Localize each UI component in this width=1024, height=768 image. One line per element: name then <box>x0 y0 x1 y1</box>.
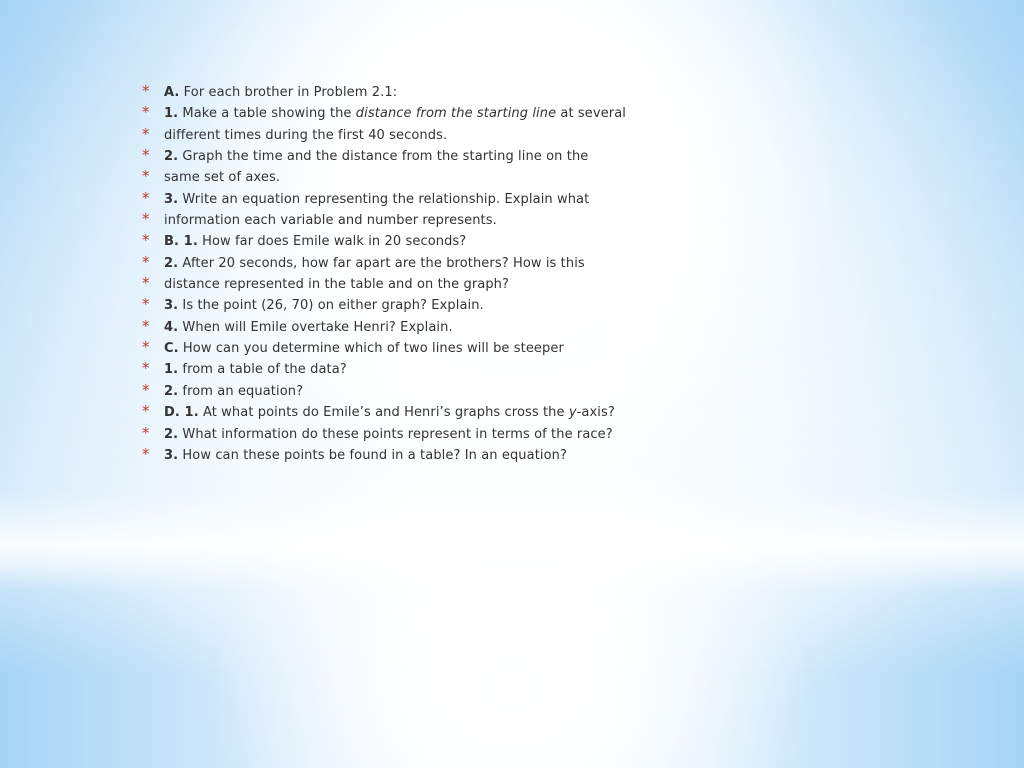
item-body: Graph the time and the distance from the starting line on the <box>178 149 589 165</box>
bullet-icon: * <box>142 274 150 293</box>
list-item <box>142 103 662 124</box>
item-label: 3. <box>164 447 179 463</box>
bullet-icon: * <box>142 82 150 100</box>
item-label: 1. <box>164 362 179 378</box>
item-label: 3. <box>164 191 179 207</box>
list-item <box>142 210 662 231</box>
list-item <box>142 295 662 316</box>
item-body: Is the point (26, 70) on either graph? Explain. <box>178 298 484 314</box>
bullet-icon: * <box>142 124 150 143</box>
bullet-icon: * <box>142 167 150 186</box>
bullet-icon: * <box>142 338 150 357</box>
list-item <box>142 424 662 445</box>
item-body: information each variable and number represents. <box>164 213 497 229</box>
item-body-after: at several <box>556 106 627 122</box>
bullet-icon: * <box>142 402 150 421</box>
item-label: 4. <box>164 319 179 335</box>
list-item <box>142 167 662 188</box>
list-item <box>142 125 662 146</box>
bullet-icon: * <box>142 146 150 165</box>
item-text <box>164 295 484 316</box>
item-body: How can you determine which of two lines will be steeper <box>178 341 564 357</box>
list-item <box>142 317 662 338</box>
bullet-icon: * <box>142 316 150 335</box>
item-emphasis: distance from the starting line <box>355 106 557 122</box>
item-body: What information do these points represent in terms of the race? <box>178 426 613 442</box>
item-text <box>164 445 567 466</box>
item-label: 2. <box>164 383 179 399</box>
bullet-icon: * <box>142 359 150 378</box>
item-label: 2. <box>164 255 179 271</box>
bullet-icon: * <box>142 444 150 463</box>
item-text <box>164 103 626 124</box>
item-body: For each brother in Problem 2.1: <box>179 85 398 100</box>
item-label: 2. <box>164 149 179 165</box>
list-item <box>142 82 662 103</box>
bullet-icon: * <box>142 252 150 271</box>
item-body: same set of axes. <box>164 170 281 186</box>
item-text <box>164 253 585 274</box>
item-label: 3. <box>164 298 179 314</box>
bullet-icon: * <box>142 295 150 314</box>
item-text <box>164 125 447 146</box>
item-body: At what points do Emile’s and Henri’s graphs cross the <box>198 405 569 421</box>
item-label: 1. <box>164 106 179 122</box>
list-item <box>142 146 662 167</box>
item-text <box>164 167 280 188</box>
item-text <box>164 424 613 445</box>
item-body: distance represented in the table and on the graph? <box>164 277 510 293</box>
item-text <box>164 274 509 295</box>
list-item <box>142 231 662 252</box>
item-text <box>164 146 588 167</box>
item-body: from a table of the data? <box>178 362 347 378</box>
list-item <box>142 253 662 274</box>
bullet-icon: * <box>142 188 150 207</box>
item-text <box>164 189 589 210</box>
item-label: A. <box>164 85 180 100</box>
item-body: How far does Emile walk in 20 seconds? <box>197 234 467 250</box>
item-text <box>164 82 397 103</box>
list-item <box>142 274 662 295</box>
item-text <box>164 402 615 423</box>
item-text <box>164 359 347 380</box>
list-item <box>142 445 662 466</box>
item-body: Make a table showing the <box>178 106 356 122</box>
bullet-icon: * <box>142 103 150 122</box>
item-label: D. 1. <box>164 405 199 421</box>
item-body: How can these points be found in a table? In an equation? <box>178 447 568 463</box>
list-item <box>142 402 662 423</box>
list-item <box>142 381 662 402</box>
bullet-icon: * <box>142 380 150 399</box>
list-item <box>142 359 662 380</box>
bullet-icon: * <box>142 423 150 442</box>
list-item <box>142 338 662 359</box>
item-label: 2. <box>164 426 179 442</box>
item-body: from an equation? <box>178 383 304 399</box>
item-text <box>164 317 453 338</box>
bullet-icon: * <box>142 210 150 229</box>
item-body: When will Emile overtake Henri? Explain. <box>178 319 453 335</box>
item-label: C. <box>164 341 179 357</box>
item-text <box>164 210 497 231</box>
bullet-list <box>142 82 662 466</box>
item-label: B. 1. <box>164 234 198 250</box>
item-emphasis: y <box>568 405 577 421</box>
item-body: After 20 seconds, how far apart are the brothers? How is this <box>178 255 585 271</box>
item-body: different times during the first 40 seconds. <box>164 127 448 143</box>
item-text <box>164 338 564 359</box>
bullet-icon: * <box>142 231 150 250</box>
item-body: Write an equation representing the relationship. Explain what <box>178 191 590 207</box>
item-body-after: -axis? <box>576 405 615 421</box>
item-text <box>164 231 466 252</box>
list-item <box>142 189 662 210</box>
item-text <box>164 381 303 402</box>
